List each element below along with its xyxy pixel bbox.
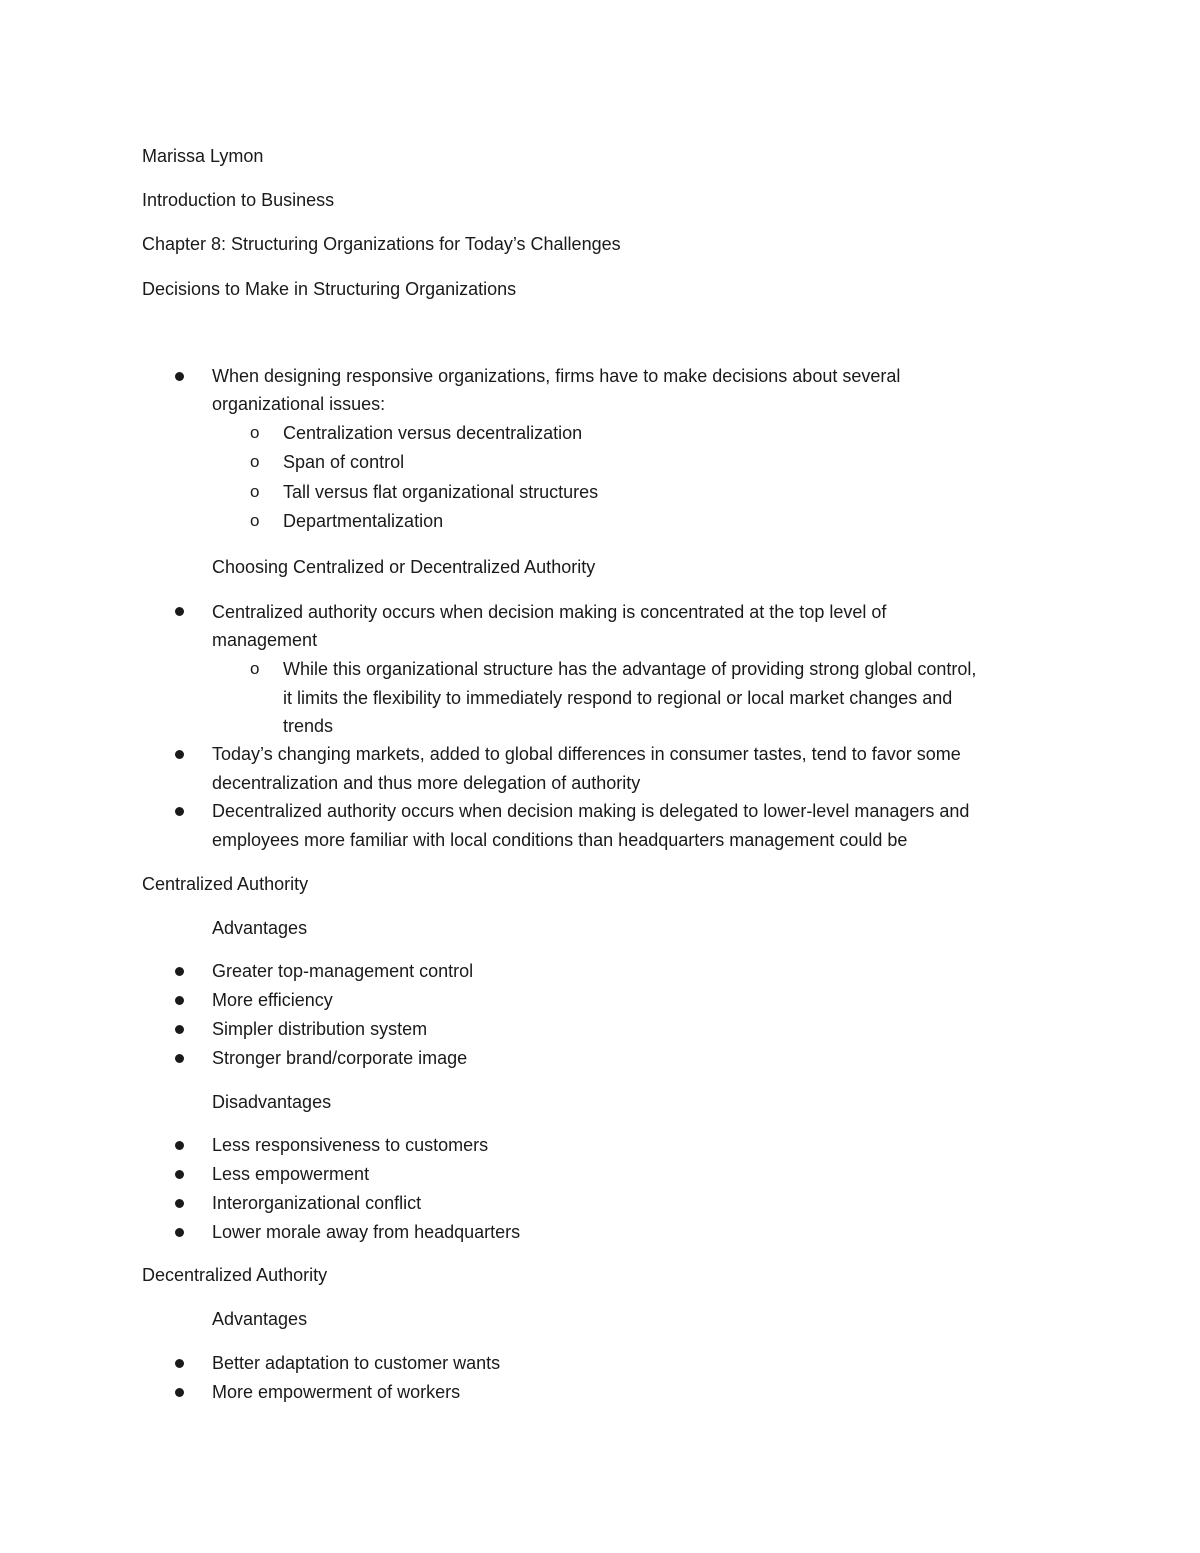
choosing-heading: Choosing Centralized or Decentralized Authority [212, 557, 596, 577]
bullet-icon [175, 750, 184, 759]
centralized-disadvantage-item: Less empowerment [212, 1164, 370, 1184]
sub-bullet-icon: o [250, 482, 260, 501]
decisions-bullet-line-2: organizational issues: [212, 394, 386, 414]
bullet-icon [175, 1388, 184, 1397]
bullet-icon [175, 1199, 184, 1208]
centralized-advantage-item: Greater top-management control [212, 961, 474, 981]
centralized-heading: Centralized Authority [142, 874, 309, 894]
choosing-b3-line-1: Decentralized authority occurs when decision making is delegated to lower-level managers and [212, 801, 970, 821]
choosing-b1-sub-line-2: it limits the flexibility to immediately respond to regional or local market changes and [283, 688, 953, 708]
centralized-disadvantage-item: Less responsiveness to customers [212, 1135, 489, 1155]
choosing-b3-line-2: employees more familiar with local conditions than headquarters management could be [212, 830, 908, 850]
centralized-disadvantage-item: Lower morale away from headquarters [212, 1222, 521, 1242]
bullet-icon [175, 807, 184, 816]
decisions-subitem: Tall versus flat organizational structures [283, 482, 599, 502]
bullet-icon [175, 996, 184, 1005]
bullet-icon [175, 1359, 184, 1368]
decentralized-advantages-label: Advantages [212, 1309, 308, 1329]
choosing-b1-sub-line-1: While this organizational structure has the advantage of providing strong global control, [283, 659, 977, 679]
decentralized-advantage-item: Better adaptation to customer wants [212, 1353, 501, 1373]
bullet-icon [175, 607, 184, 616]
centralized-advantage-item: Simpler distribution system [212, 1019, 428, 1039]
bullet-icon [175, 1054, 184, 1063]
decentralized-heading: Decentralized Authority [142, 1265, 328, 1285]
chapter-title: Chapter 8: Structuring Organizations for Today’s Challenges [142, 234, 621, 254]
choosing-b1-line-1: Centralized authority occurs when decision making is concentrated at the top level of [212, 602, 887, 622]
choosing-b1-line-2: management [212, 630, 318, 650]
decisions-subitem: Centralization versus decentralization [283, 423, 583, 443]
sub-bullet-icon: o [250, 511, 260, 530]
bullet-icon [175, 1141, 184, 1150]
bullet-icon [175, 1025, 184, 1034]
choosing-b2-line-2: decentralization and thus more delegation of authority [212, 773, 641, 793]
sub-bullet-icon: o [250, 659, 260, 678]
sub-bullet-icon: o [250, 452, 260, 471]
centralized-advantages-label: Advantages [212, 918, 308, 938]
bullet-icon [175, 1170, 184, 1179]
section-heading: Decisions to Make in Structuring Organizations [142, 279, 517, 299]
decisions-subitem: Departmentalization [283, 511, 444, 531]
centralized-disadvantage-item: Interorganizational conflict [212, 1193, 422, 1213]
choosing-b2-line-1: Today’s changing markets, added to global differences in consumer tastes, tend to favor some [212, 744, 961, 764]
decisions-bullet-line-1: When designing responsive organizations, firms have to make decisions about several [212, 366, 901, 386]
choosing-b1-sub-line-3: trends [283, 716, 334, 736]
bullet-icon [175, 1228, 184, 1237]
sub-bullet-icon: o [250, 423, 260, 442]
centralized-advantage-item: Stronger brand/corporate image [212, 1048, 468, 1068]
author-name: Marissa Lymon [142, 146, 264, 166]
bullet-icon [175, 372, 184, 381]
decentralized-advantage-item: More empowerment of workers [212, 1382, 461, 1402]
course-title: Introduction to Business [142, 190, 335, 210]
bullet-icon [175, 967, 184, 976]
centralized-disadvantages-label: Disadvantages [212, 1092, 332, 1112]
decisions-subitem: Span of control [283, 452, 405, 472]
centralized-advantage-item: More efficiency [212, 990, 333, 1010]
